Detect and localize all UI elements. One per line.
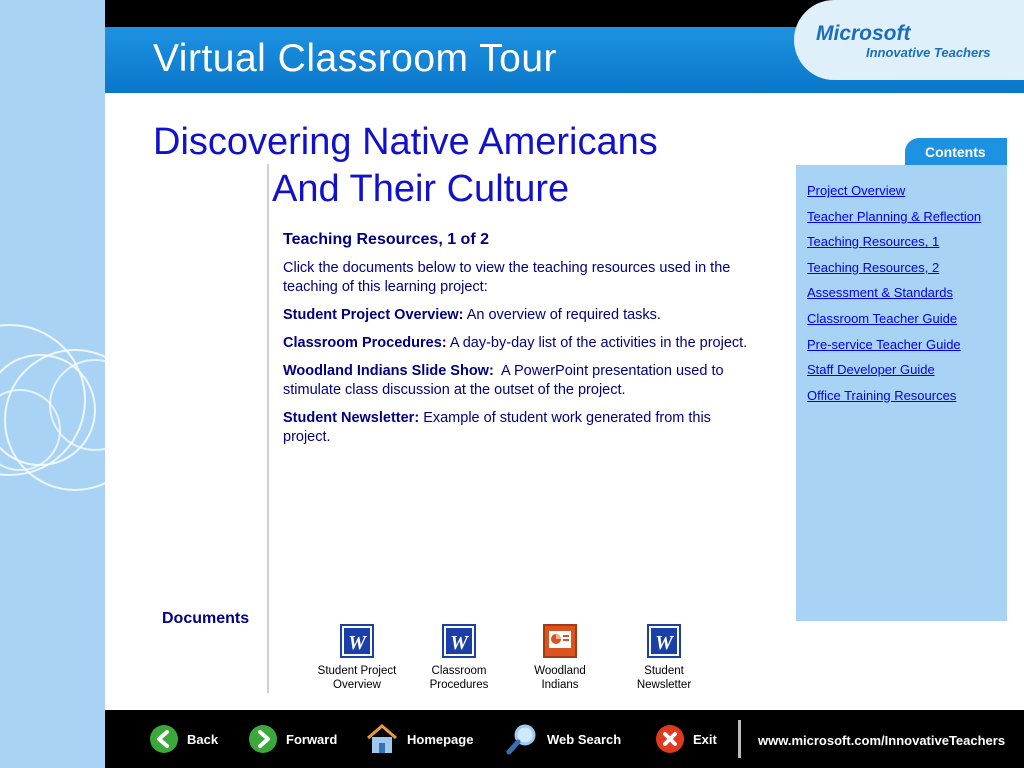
toc-link-preservice-teacher-guide[interactable]: Pre-service Teacher Guide <box>807 336 961 352</box>
resource-desc: A day-by-day list of the activities in the project. <box>446 335 748 351</box>
web-search-button[interactable] <box>505 722 621 756</box>
back-arrow-icon <box>149 724 179 754</box>
resource-term: Student Project Overview: <box>283 307 464 323</box>
bottom-spacer <box>105 693 1024 710</box>
magnifier-icon <box>505 722 539 756</box>
doc-classroom-procedures[interactable] <box>404 624 514 692</box>
forward-button[interactable] <box>248 722 337 756</box>
word-doc-icon <box>647 624 681 658</box>
resource-description <box>283 306 748 325</box>
close-icon <box>655 724 685 754</box>
section-heading: Teaching Resources, 1 of 2 <box>283 231 489 248</box>
resource-term: Classroom Procedures: <box>283 335 447 351</box>
resource-desc: A PowerPoint presentation used to stimulate class discussion at the outset of the project. <box>283 363 728 398</box>
doc-label: Student Newsletter <box>636 665 692 691</box>
toc-link-office-training-resources[interactable]: Office Training Resources <box>807 387 957 403</box>
exit-label: Exit <box>693 731 717 747</box>
left-decorative-strip <box>0 0 105 768</box>
homepage-label: Homepage <box>407 731 474 747</box>
decorative-circles <box>0 0 105 768</box>
homepage-button[interactable] <box>365 722 473 756</box>
resource-description <box>283 409 748 447</box>
intro-text: Click the documents below to view the teaching resources used in the teaching of this learning project: <box>283 260 731 295</box>
documents-label: Documents <box>162 610 250 627</box>
toc-link-teacher-planning[interactable]: Teacher Planning & Reflection <box>807 208 982 224</box>
resource-description <box>283 362 748 400</box>
page-title-line2: And Their Culture <box>272 168 570 210</box>
forward-arrow-icon <box>248 724 278 754</box>
nav-separator <box>738 720 741 758</box>
contents-tab <box>905 138 1007 165</box>
word-doc-icon <box>340 624 374 658</box>
doc-woodland-indians[interactable] <box>505 624 615 692</box>
home-icon <box>365 723 399 755</box>
header-title: Virtual Classroom Tour <box>153 37 558 80</box>
doc-label: Student Project Overview <box>317 665 397 691</box>
contents-panel <box>796 165 1007 621</box>
header-banner <box>105 22 1024 93</box>
main-content <box>283 230 748 456</box>
bottom-nav-bar <box>105 710 1024 768</box>
doc-student-project-overview[interactable] <box>302 624 412 692</box>
web-search-label: Web Search <box>547 731 622 747</box>
back-label: Back <box>187 731 219 747</box>
doc-student-newsletter[interactable] <box>609 624 719 692</box>
svg-text:W: W <box>348 632 366 654</box>
toc-link-assessment-standards[interactable]: Assessment & Standards <box>807 285 953 301</box>
resource-term: Woodland Indians Slide Show: <box>283 363 494 379</box>
vertical-divider <box>267 164 269 694</box>
resource-desc: An overview of required tasks. <box>463 307 661 323</box>
brand-name: Microsoft <box>816 22 911 45</box>
doc-label: Classroom Procedures <box>429 665 489 691</box>
powerpoint-icon <box>543 624 577 658</box>
svg-text:W: W <box>450 632 468 654</box>
site-url-link[interactable]: www.microsoft.com/InnovativeTeachers <box>758 733 1006 748</box>
toc-link-classroom-teacher-guide[interactable]: Classroom Teacher Guide <box>807 310 958 326</box>
toc-link-project-overview[interactable]: Project Overview <box>807 183 906 198</box>
word-doc-icon <box>442 624 476 658</box>
resource-desc: Example of student work generated from this project. <box>283 410 711 445</box>
toc-link-teaching-resources-1[interactable]: Teaching Resources, 1 <box>807 234 940 250</box>
contents-tab-label: Contents <box>925 144 986 160</box>
microsoft-logo <box>794 0 1024 80</box>
brand-subtitle: Innovative Teachers <box>866 45 991 60</box>
toc-link-teaching-resources-2[interactable]: Teaching Resources, 2 <box>807 259 940 275</box>
svg-text:W: W <box>655 632 673 654</box>
resource-term: Student Newsletter: <box>283 410 420 426</box>
back-button[interactable] <box>149 722 218 756</box>
page-title-line1: Discovering Native Americans <box>153 121 658 163</box>
forward-label: Forward <box>286 731 338 747</box>
doc-label: Woodland Indians <box>534 665 586 691</box>
exit-button[interactable] <box>655 722 717 756</box>
resource-description <box>283 334 748 353</box>
toc-link-staff-developer-guide[interactable]: Staff Developer Guide <box>807 362 935 378</box>
